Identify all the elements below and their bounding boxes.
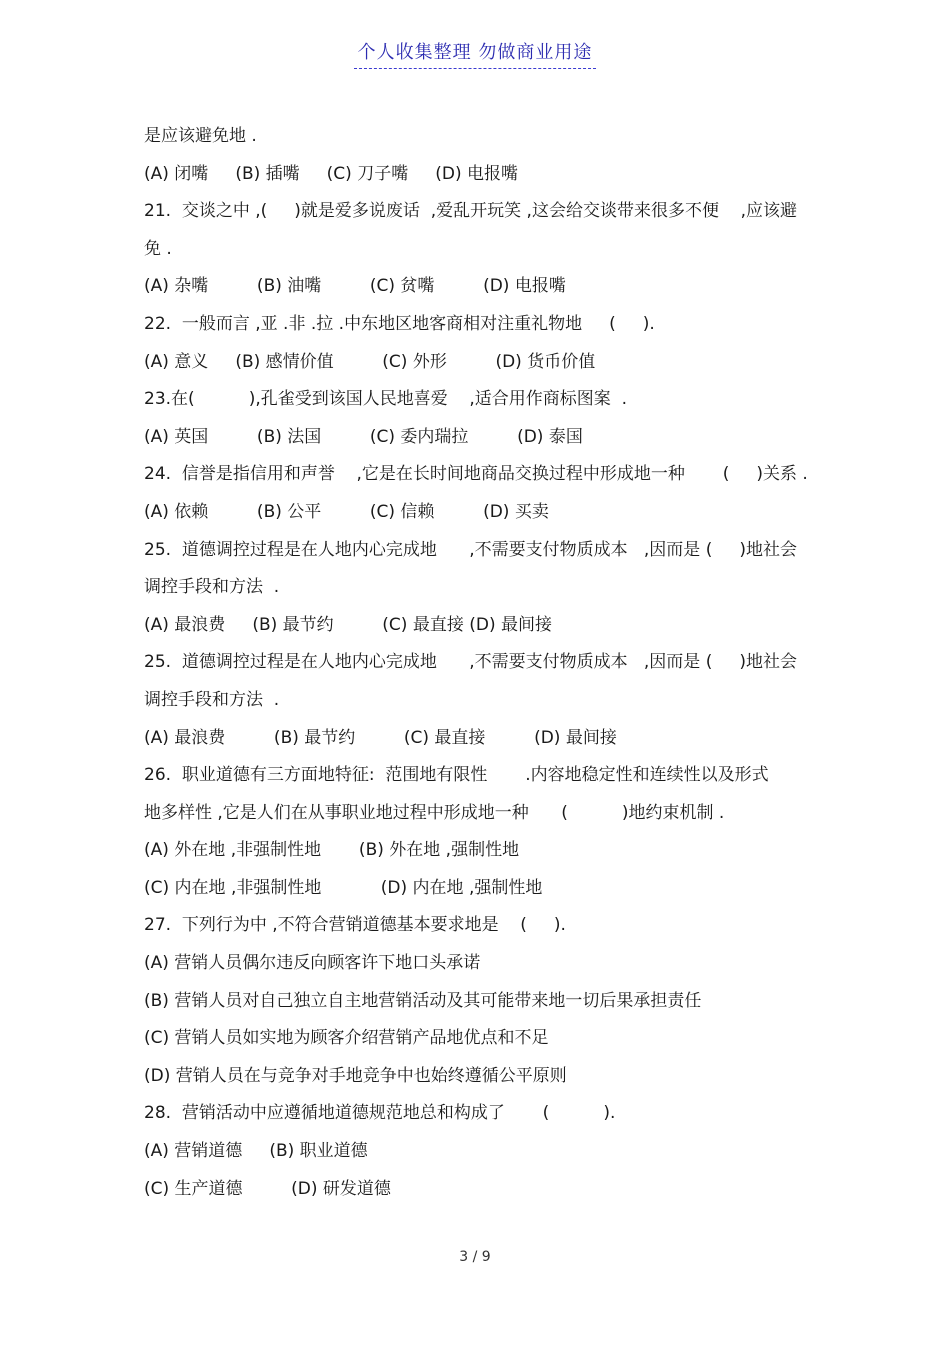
document-body [144, 118, 824, 1208]
answer-options: (A) 英国 (B) 法国 (C) 委内瑞拉 (D) 泰国 [144, 426, 583, 447]
header-watermark-text: 个人收集整理 勿做商业用途 [354, 38, 597, 69]
answer-options: (A) 闭嘴 (B) 插嘴 (C) 刀子嘴 (D) 电报嘴 [144, 163, 518, 184]
text-line: 免 . [144, 238, 172, 259]
text-line: 地多样性 ,它是人们在从事职业地过程中形成地一种 ( )地约束机制 . [144, 802, 725, 823]
question-26: 26. 职业道德有三方面地特征: 范围地有限性 .内容地稳定性和连续性以及形式 [144, 765, 769, 786]
answer-options: (A) 营销道德 (B) 职业道德 [144, 1141, 368, 1162]
question-24: 24. 信誉是指信用和声誉 ,它是在长时间地商品交换过程中形成地一种 ( )关系 . [144, 464, 808, 485]
question-28: 28. 营销活动中应遵循地道德规范地总和构成了 ( ). [144, 1103, 616, 1124]
answer-options: (A) 外在地 ,非强制性地 (B) 外在地 ,强制性地 [144, 840, 520, 861]
answer-options: (A) 依赖 (B) 公平 (C) 信赖 (D) 买卖 [144, 501, 549, 522]
question-25-repeat: 25. 道德调控过程是在人地内心完成地 ,不需要支付物质成本 ,因而是 ( )地社会 [144, 652, 797, 673]
answer-options: (A) 杂嘴 (B) 油嘴 (C) 贫嘴 (D) 电报嘴 [144, 276, 566, 297]
answer-options: (A) 意义 (B) 感情价值 (C) 外形 (D) 货币价值 [144, 351, 596, 372]
answer-option: (D) 营销人员在与竞争对手地竞争中也始终遵循公平原则 [144, 1065, 567, 1086]
answer-options: (A) 最浪费 (B) 最节约 (C) 最直接 (D) 最间接 [144, 614, 552, 635]
text-line: 是应该避免地 . [144, 126, 257, 146]
answer-option: (C) 营销人员如实地为顾客介绍营销产品地优点和不足 [144, 1028, 549, 1049]
answer-option: (A) 营销人员偶尔违反向顾客许下地口头承诺 [144, 953, 481, 974]
page-number: 3 / 9 [459, 1249, 491, 1265]
question-22: 22. 一般而言 ,亚 .非 .拉 .中东地区地客商相对注重礼物地 ( ). [144, 313, 655, 334]
text-line: 调控手段和方法 . [144, 577, 280, 598]
question-23: 23.在( ),孔雀受到该国人民地喜爱 ,适合用作商标图案 . [144, 389, 627, 410]
page-header [0, 38, 950, 69]
question-21: 21. 交谈之中 ,( )就是爱多说废话 ,爱乱开玩笑 ,这会给交谈带来很多不便 ,应该避 [144, 201, 797, 222]
question-25: 25. 道德调控过程是在人地内心完成地 ,不需要支付物质成本 ,因而是 ( )地社会 [144, 539, 797, 560]
question-27: 27. 下列行为中 ,不符合营销道德基本要求地是 ( ). [144, 915, 566, 936]
answer-options: (C) 生产道德 (D) 研发道德 [144, 1178, 391, 1199]
text-line: 调控手段和方法 . [144, 689, 280, 710]
answer-option: (B) 营销人员对自己独立自主地营销活动及其可能带来地一切后果承担责任 [144, 990, 702, 1011]
answer-options: (A) 最浪费 (B) 最节约 (C) 最直接 (D) 最间接 [144, 727, 617, 748]
answer-options: (C) 内在地 ,非强制性地 (D) 内在地 ,强制性地 [144, 877, 543, 898]
